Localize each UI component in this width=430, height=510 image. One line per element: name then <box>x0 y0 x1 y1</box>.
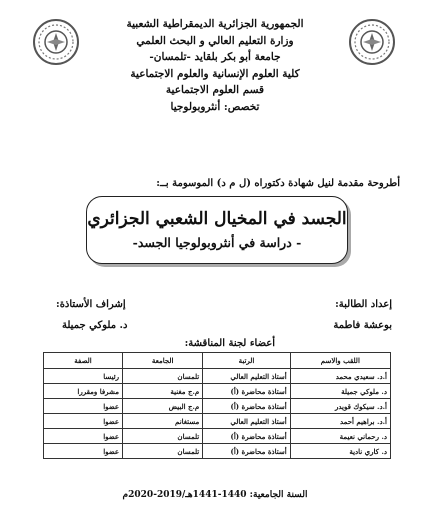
member-role: عضوا <box>44 444 123 459</box>
thesis-title-box <box>86 196 348 264</box>
member-name: أ.د. سيكوك قويدر <box>290 399 390 414</box>
academic-year: السنة الجامعية: 1440-1441هـ/2019-2020م <box>122 490 308 500</box>
member-name: د. كاري نادية <box>290 444 390 459</box>
member-rank: أستاذ التعليم العالي <box>203 369 290 384</box>
supervisor-name: د. ملوكي جميلة <box>62 320 128 331</box>
thesis-intro: أطروحة مقدمة لنيل شهادة دكتوراه (ل م د) الموسومة بــ: <box>156 178 400 189</box>
faculty-line: كلية العلوم الإنسانية والعلوم الاجتماعية <box>130 67 300 80</box>
member-university: م.ج البيض <box>123 399 203 414</box>
table-row <box>44 429 391 444</box>
student-label: إعداد الطالبة: <box>335 299 392 310</box>
member-university: تلمسان <box>123 444 203 459</box>
table-row <box>44 444 391 459</box>
ministry-line: وزارة التعليم العالي و البحث العلمي <box>136 34 294 47</box>
member-rank: أستاذ التعليم العالي <box>203 414 290 429</box>
member-rank: أستاذة محاضرة (أ) <box>203 399 290 414</box>
member-role: مشرفا ومقررا <box>44 384 123 399</box>
header-role: الصفة <box>44 353 123 369</box>
member-role: عضوا <box>44 399 123 414</box>
member-name: د. ملوكي جميلة <box>290 384 390 399</box>
member-role: عضوا <box>44 429 123 444</box>
header-university: الجامعة <box>123 353 203 369</box>
member-rank: أستاذة محاضرة (أ) <box>203 429 290 444</box>
member-role: عضوا <box>44 414 123 429</box>
thesis-title: الجسد في المخيال الشعبي الجزائري <box>87 209 347 229</box>
table-row <box>44 384 391 399</box>
member-university: م.ج مغنية <box>123 384 203 399</box>
member-name: د. رحماني نعيمة <box>290 429 390 444</box>
member-name: أ.د. سعيدي محمد <box>290 369 390 384</box>
committee-table <box>43 352 391 459</box>
table-row <box>44 369 391 384</box>
table-row <box>44 399 391 414</box>
institution-header <box>0 16 430 115</box>
member-university: مستغانم <box>123 414 203 429</box>
student-name: بوعشة فاطمة <box>333 320 392 331</box>
member-role: رئيسا <box>44 369 123 384</box>
header-rank: الرتبة <box>203 353 290 369</box>
member-rank: أستاذة محاضرة (أ) <box>203 384 290 399</box>
country-line: الجمهورية الجزائرية الديمقراطية الشعبية <box>126 18 304 30</box>
member-rank: أستاذة محاضرة (أ) <box>203 444 290 459</box>
supervisor-label: إشراف الأستاذة: <box>56 299 126 310</box>
member-university: تلمسان <box>123 429 203 444</box>
specialty-line: تخصص: أنثروبولوجيا <box>170 100 260 113</box>
committee-label: أعضاء لجنة المناقشة: <box>184 338 275 349</box>
member-university: تلمسان <box>123 369 203 384</box>
university-line: جامعة أبو بكر بلقايد -تلمسان- <box>149 51 281 63</box>
thesis-subtitle: - دراسة في أنثروبولوجيا الجسد- <box>132 235 302 250</box>
header-name: اللقب والاسم <box>290 353 390 369</box>
table-row <box>44 414 391 429</box>
member-name: أ.د. براهيم أحمد <box>290 414 390 429</box>
table-header-row <box>44 353 391 369</box>
department-line: قسم العلوم الاجتماعية <box>165 84 265 96</box>
